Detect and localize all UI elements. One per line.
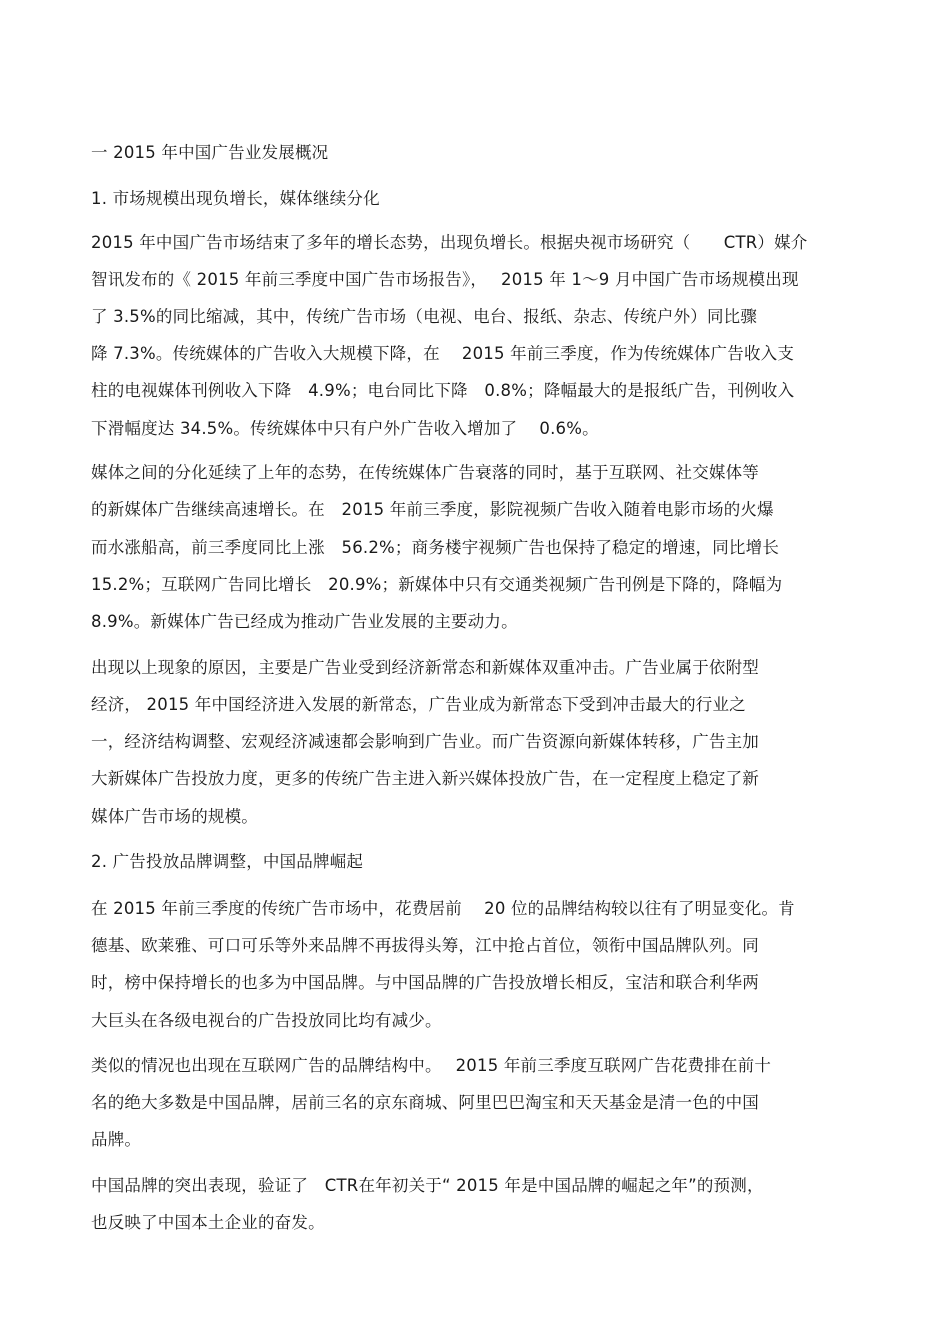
text-line: 8.9%。新媒体广告已经成为推动广告业发展的主要动力。 bbox=[91, 612, 518, 631]
text-line: 类似的情况也出现在互联网广告的品牌结构中。 2015 年前三季度互联网广告花费排在前十 bbox=[91, 1056, 772, 1075]
text-line: 媒体广告市场的规模。 bbox=[91, 807, 258, 826]
text-line: 一，经济结构调整、宏观经济减速都会影响到广告业。而广告资源向新媒体转移，广告主加 bbox=[91, 732, 759, 751]
text-line: 柱的电视媒体刊例收入下降 4.9%；电台同比下降 0.8%；降幅最大的是报纸广告，刊例收入 bbox=[91, 381, 795, 400]
text-line: 经济， 2015 年中国经济进入发展的新常态，广告业成为新常态下受到冲击最大的行业之 bbox=[91, 695, 746, 714]
text-line: 15.2%；互联网广告同比增长 20.9%；新媒体中只有交通类视频广告刊例是下降的，降幅为 bbox=[91, 575, 783, 594]
text-line: 在 2015 年前三季度的传统广告市场中，花费居前 20 位的品牌结构较以往有了明显变化。肯 bbox=[91, 899, 795, 918]
text-line: 下滑幅度达 34.5%。传统媒体中只有户外广告收入增加了 0.6%。 bbox=[91, 419, 599, 438]
text-line: 也反映了中国本土企业的奋发。 bbox=[91, 1213, 325, 1232]
document-heading: 一 2015 年中国广告业发展概况 bbox=[91, 143, 329, 162]
section-1-title: 1. 市场规模出现负增长，媒体继续分化 bbox=[91, 189, 380, 208]
text-line: 大巨头在各级电视台的广告投放同比均有减少。 bbox=[91, 1011, 442, 1030]
text-line: 德基、欧莱雅、可口可乐等外来品牌不再拔得头筹，江中抢占首位，领衔中国品牌队列。同 bbox=[91, 936, 759, 955]
text-line: 了 3.5%的同比缩减，其中，传统广告市场（电视、电台、报纸、杂志、传统户外）同比骤 bbox=[91, 307, 758, 326]
text-line: 名的绝大多数是中国品牌，居前三名的京东商城、阿里巴巴淘宝和天天基金是清一色的中国 bbox=[91, 1093, 759, 1112]
text-line: 降 7.3%。传统媒体的广告收入大规模下降，在 2015 年前三季度，作为传统媒体广告收入支 bbox=[91, 344, 795, 363]
text-line: 出现以上现象的原因，主要是广告业受到经济新常态和新媒体双重冲击。广告业属于依附型 bbox=[91, 658, 759, 677]
section-2-title: 2. 广告投放品牌调整，中国品牌崛起 bbox=[91, 852, 364, 871]
text-line: 大新媒体广告投放力度，更多的传统广告主进入新兴媒体投放广告，在一定程度上稳定了新 bbox=[91, 769, 759, 788]
text-line: 智讯发布的《 2015 年前三季度中国广告市场报告》， 2015 年 1～9 月中国广告市场规模出现 bbox=[91, 270, 799, 289]
text-line: 而水涨船高，前三季度同比上涨 56.2%；商务楼宇视频广告也保持了稳定的增速，同比增长 bbox=[91, 538, 780, 557]
text-line: 时，榜中保持增长的也多为中国品牌。与中国品牌的广告投放增长相反，宝洁和联合利华两 bbox=[91, 973, 759, 992]
text-line: 的新媒体广告继续高速增长。在 2015 年前三季度，影院视频广告收入随着电影市场的火爆 bbox=[91, 500, 774, 519]
text-line: 中国品牌的突出表现，验证了 CTR在年初关于“ 2015 年是中国品牌的崛起之年”的预测， bbox=[91, 1176, 764, 1195]
text-line: 2015 年中国广告市场结束了多年的增长态势，出现负增长。根据央视市场研究（ CTR）媒介 bbox=[91, 233, 808, 252]
text-line: 媒体之间的分化延续了上年的态势，在传统媒体广告衰落的同时，基于互联网、社交媒体等 bbox=[91, 463, 759, 482]
text-line: 品牌。 bbox=[91, 1130, 142, 1149]
